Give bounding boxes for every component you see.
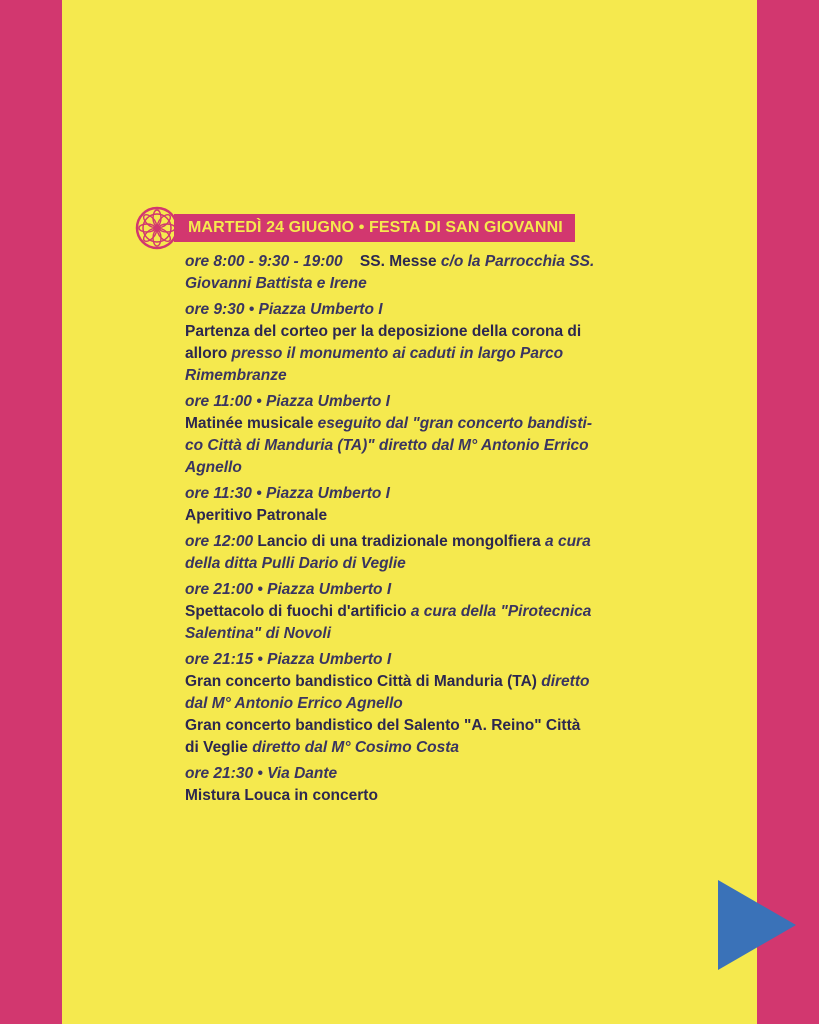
event-time: ore 12:00 <box>185 533 254 550</box>
event-details: co Città di Manduria (TA)" diretto dal M° Antonio Errico <box>185 437 589 454</box>
event-details: diretto dal M° Cosimo Costa <box>252 739 460 756</box>
day-title: MARTEDÌ 24 GIUGNO • FESTA DI SAN GIOVANNI <box>174 214 575 242</box>
event-balloon <box>185 531 705 575</box>
event-time: ore 11:00 • Piazza Umberto I <box>185 393 390 410</box>
event-masses <box>185 251 705 295</box>
event-mistura-louca <box>185 763 705 807</box>
event-matinee <box>185 391 705 479</box>
event-details: a cura <box>545 533 591 550</box>
event-title: Lancio di una tradizionale mongolfiera <box>257 533 541 550</box>
event-details: della ditta Pulli Dario di Veglie <box>185 555 406 572</box>
event-time: ore 8:00 - 9:30 - 19:00 <box>185 253 343 270</box>
event-title: Matinée musicale <box>185 415 314 432</box>
event-fireworks <box>185 579 705 645</box>
event-concerts <box>185 649 705 759</box>
event-title: Gran concerto bandistico del Salento "A. Reino" Città <box>185 717 581 734</box>
event-details: eseguito dal "gran concerto bandisti- <box>317 415 593 432</box>
event-procession <box>185 299 705 387</box>
event-title: Aperitivo Patronale <box>185 507 328 524</box>
event-title: alloro <box>185 345 228 362</box>
event-title: Spettacolo di fuochi d'artificio <box>185 603 407 620</box>
event-title: Partenza del corteo per la deposizione della corona di <box>185 323 582 340</box>
day-header <box>134 205 654 251</box>
event-details: Salentina" di Novoli <box>185 625 332 642</box>
event-details: Giovanni Battista e Irene <box>185 275 367 292</box>
left-border <box>0 0 62 1024</box>
event-details: diretto <box>541 673 590 690</box>
event-title: Mistura Louca in concerto <box>185 787 378 804</box>
event-title: SS. Messe <box>359 253 437 270</box>
event-details: dal M° Antonio Errico Agnello <box>185 695 403 712</box>
event-details: c/o la Parrocchia SS. <box>440 253 595 270</box>
play-arrow-icon[interactable] <box>718 880 798 970</box>
event-list <box>185 251 705 807</box>
event-details: presso il monumento ai caduti in largo Parco <box>231 345 564 362</box>
event-details: Rimembranze <box>185 367 287 384</box>
event-title: di Veglie <box>185 739 248 756</box>
event-details: a cura della "Pirotecnica <box>410 603 592 620</box>
event-title: Gran concerto bandistico Città di Manduria (TA) <box>185 673 537 690</box>
event-time: ore 21:30 • Via Dante <box>185 765 338 782</box>
right-border <box>757 0 819 1024</box>
event-time: ore 21:00 • Piazza Umberto I <box>185 581 392 598</box>
event-time: ore 11:30 • Piazza Umberto I <box>185 485 390 502</box>
event-time: ore 9:30 • Piazza Umberto I <box>185 301 383 318</box>
event-time: ore 21:15 • Piazza Umberto I <box>185 651 392 668</box>
event-details: Agnello <box>185 459 242 476</box>
event-aperitivo <box>185 483 705 527</box>
